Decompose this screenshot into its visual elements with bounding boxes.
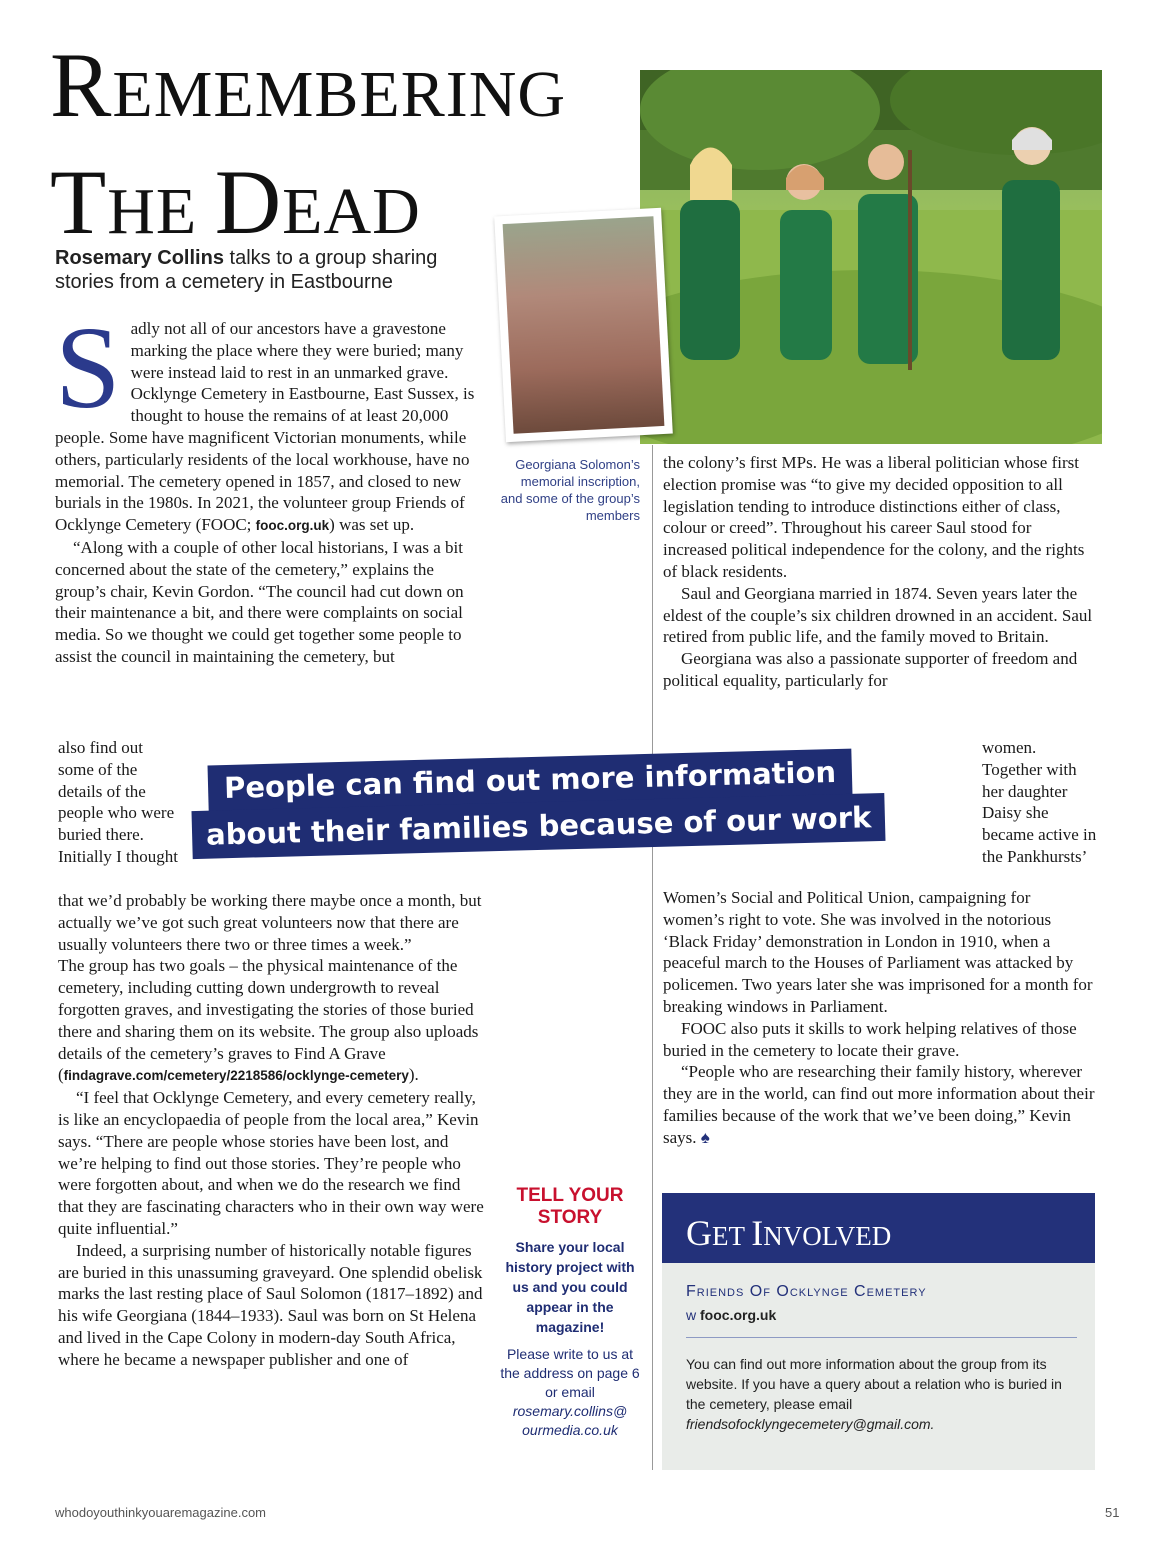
get-involved-text: You can find out more information about the group from its website. If you have a query about a relation who is buried in the cemetery, please email friendsofocklyngecemetery@gmail.com. (686, 1356, 1062, 1432)
volunteers-illustration (640, 70, 1102, 444)
body-column-left-narrow: also find out some of the details of the people who were buried there. Initially I thought (58, 738, 178, 866)
memorial-inscription-photo (494, 208, 673, 442)
column-divider (652, 445, 653, 1470)
body-column-right-bottom: Women’s Social and Political Union, campaigning for women’s right to vote. She was involved in the notorious ‘Black Friday’ demonstration in London in 1910, when a peaceful march to the Houses of Parliament was attacked by policemen. Two years later she was imprisoned for a month for breaking windows in Parliament. FOOC also puts it skills to work helping relatives of those buried in the cemetery to locate their grave. “People who are researching their family history, wherever they are in the world, can find out more information about their families because of the work that we’ve been doing,” Kevin says. ♠ (663, 888, 1095, 1147)
pullquote-line-1: People can find out more information (208, 749, 853, 812)
findagrave-url[interactable]: findagrave.com/cemetery/2218586/ocklynge-cemetery (63, 1068, 409, 1084)
body-column-left-bottom: that we’d probably be working there maybe once a month, but actually we’ve got such great volunteers now that there are usually volunteers there two or three times a week.” The group has two goals – the physical maintenance of the cemetery, including cutting down undergrowth to reveal forgotten graves, and investigating the stories of those buried there and sharing them on its website. The group also uploads details of the cemetery’s graves to Find A Grave ( findagrave.com/cemetery/2218586/ocklynge-cemetery). “I feel that Ocklynge Cemetery, and every cemetery really, is like an encyclopaedia of people from the local area,” Kevin says. “There are people whose stories have been lost, and we’re helping to find out those stories. They’re people who were forgotten about, and when we do the research we find that they are fascinating characters who in their own way were quite influential.” Indeed, a surprising number of historically notable figures are buried in this unassuming graveyard. One splendid obelisk marks the last resting place of Saul Solomon (1817–1892) and his wife Georgiana (1844–1933). Saul was born on St Helena and lived in the Cape Colony in modern-day South Africa, where he became a newspaper publisher and one of (58, 891, 484, 1369)
contact-email[interactable]: rosemary.collins@ ourmedia.co.uk (512, 1403, 628, 1438)
body-column-right-narrow: women. Together with her daughter Daisy she became active in the Pankhursts’ (982, 738, 1097, 866)
footer-website: whodoyouthinkyouaremagazine.com (55, 1505, 267, 1520)
photo-caption: Georgiana Solomon’s memorial inscription, and some of the group’s members (500, 457, 640, 523)
organisation-name: Friends Of Ocklynge Cemetery (686, 1283, 927, 1300)
volunteers-photo (640, 70, 1102, 444)
divider (686, 1337, 1077, 1338)
get-involved-heading: GET INVOLVED (662, 1193, 1095, 1263)
fooc-url[interactable]: fooc.org.uk (255, 518, 330, 534)
website-link[interactable]: fooc.org.uk (700, 1307, 777, 1323)
end-mark-icon: ♠ (700, 1127, 710, 1147)
body-column-right-top: the colony’s first MPs. He was a liberal politician whose first election promise was “to give my decided opposition to all legislation tending to introduce distinctions either of class, colour or creed”. Throughout his career Saul stood for increased political independence for the colony, and the rights of black residents. Saul and Georgiana married in 1874. Seven years later the eldest of the couple’s six children drowned in an accident. Saul retired from public life, and the family moved to Britain. Georgiana was also a passionate supporter of freedom and political equality, particularly for (663, 453, 1093, 690)
body-column-left-top: Sadly not all of our ancestors have a gravestone marking the place where they were buried; many were instead laid to rest in an unmarked grave. Ocklynge Cemetery in Eastbourne, East Sussex, is thought to house the remains of at least 20,000 people. Some have magnificent Victorian monuments, while others, particularly residents of the local workhouse, have no memorial. The cemetery opened in 1857, and closed to new burials in the 1980s. In 2021, the volunteer group Friends of Ocklynge Cemetery (FOOC; fooc.org.uk) was set up. “Along with a couple of other local historians, I was a bit concerned about the state of the cemetery,” explains the group’s chair, Kevin Gordon. “The council had cut down on their maintenance a bit, and there were complaints on social media. So we thought we could get together some people to assist the council in maintaining the cemetery, but (55, 302, 475, 666)
standfirst: Rosemary Collins talks to a group sharing stories from a cemetery in Eastbourne (55, 247, 438, 293)
article-title: REMEMBERING THE DEAD (50, 34, 567, 253)
website-line: w fooc.org.uk (686, 1307, 777, 1323)
tell-your-story-heading: TELL YOUR STORY (516, 1185, 624, 1228)
page-number: 51 (1105, 1505, 1120, 1520)
group-email[interactable]: friendsofocklyngecemetery@gmail.com. (686, 1416, 935, 1432)
get-involved-box (662, 1263, 1095, 1470)
drop-cap: S (55, 302, 121, 433)
pullquote-line-2: about their families because of our work (191, 793, 885, 859)
author-name: Rosemary Collins (55, 247, 224, 269)
tell-your-story-box: TELL YOUR STORY Share your local history project with us and you could appear in the magazine! Please write to us at the address on page 6 or email rosemary.collins@ ourmedia.co.uk (500, 1185, 640, 1438)
